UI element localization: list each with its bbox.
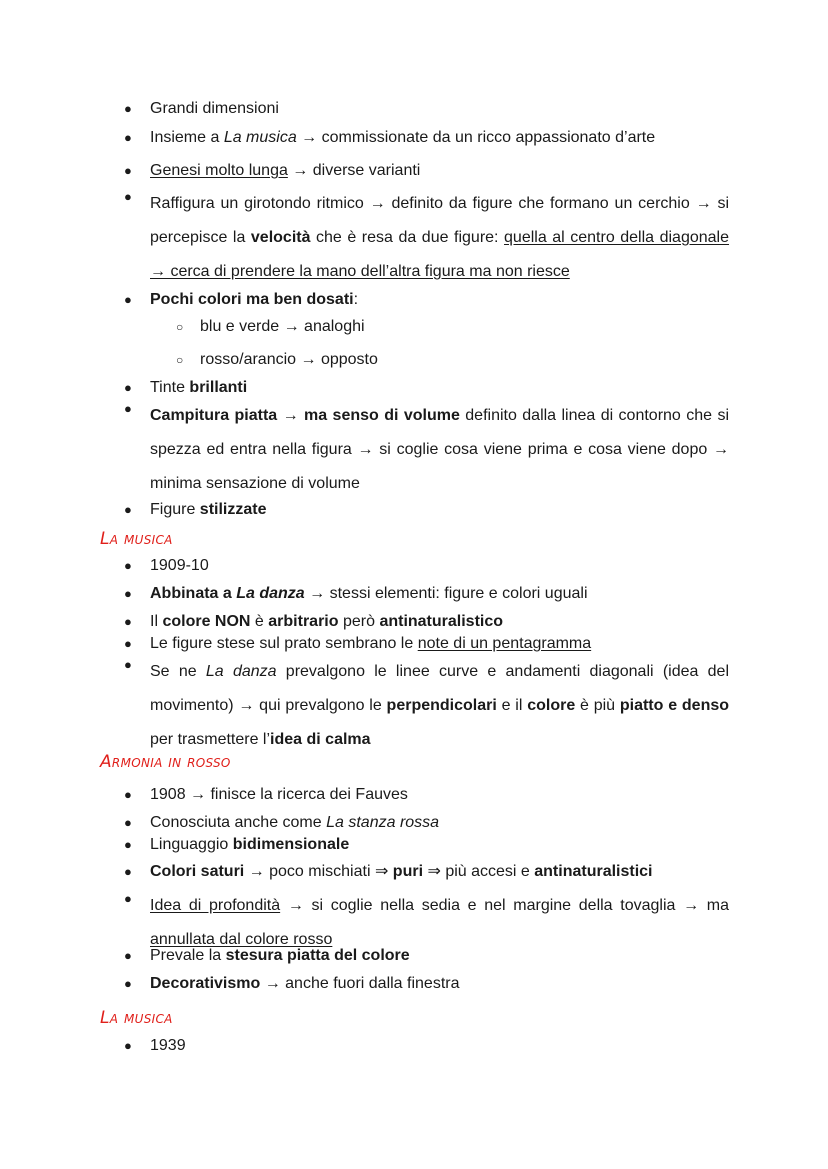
text-segment: definito dalla linea di contorno che si spezza ed entra nella figura → si coglie cosa viene prima e cosa viene dopo → minima sensazione di volume xyxy=(150,407,729,492)
text-segment: → stessi elementi: figure e colori uguali xyxy=(304,585,588,602)
text-segment: rosso/arancio → opposto xyxy=(200,351,378,368)
bullet-icon: ● xyxy=(124,558,132,573)
text-segment: La stanza rossa xyxy=(326,814,440,831)
text-segment: Genesi molto lunga xyxy=(150,162,288,179)
list-item xyxy=(124,785,729,805)
bullet-icon: ● xyxy=(124,976,132,991)
sub-list-item xyxy=(176,317,729,337)
bullet-icon: ● xyxy=(124,189,132,204)
list-item xyxy=(124,187,730,289)
bullet-icon: ○ xyxy=(176,320,184,334)
text-segment: → anche fuori dalla finestra xyxy=(260,975,460,992)
text-segment: perpendicolari xyxy=(386,697,497,714)
sub-list-item xyxy=(176,350,729,370)
list-item xyxy=(124,1036,729,1056)
list-item xyxy=(124,813,729,833)
bullet-icon: ● xyxy=(124,815,132,830)
text-segment: Figure xyxy=(150,501,200,518)
list-item xyxy=(124,612,729,632)
text-segment: però xyxy=(338,613,380,630)
bullet-icon: ● xyxy=(124,130,132,145)
text-segment: Idea di profondità xyxy=(150,897,281,914)
text-segment: colore xyxy=(527,697,576,714)
bullet-icon: ○ xyxy=(176,353,184,367)
bullet-icon: ● xyxy=(124,380,132,395)
bullet-icon: ● xyxy=(124,502,132,517)
bullet-icon: ● xyxy=(124,891,132,906)
text-segment: note di un pentagramma xyxy=(417,635,592,652)
text-segment: La danza xyxy=(236,585,305,602)
bullet-icon: ● xyxy=(124,292,132,307)
text-segment: → si coglie nella sedia e nel margine della tovaglia → ma xyxy=(280,897,729,914)
text-segment: puri xyxy=(392,863,424,880)
bullet-icon: ● xyxy=(124,163,132,178)
text-segment: Linguaggio xyxy=(150,836,233,853)
bullet-icon: ● xyxy=(124,948,132,963)
text-segment: Pochi colori ma ben dosati xyxy=(150,291,354,308)
list-item xyxy=(124,655,730,757)
list-item xyxy=(124,556,729,576)
text-segment: Grandi dimensioni xyxy=(150,100,279,117)
text-segment: idea di calma xyxy=(270,731,371,748)
text-segment: Tinte xyxy=(150,379,190,396)
text-segment: prevalgono le linee curve e andamenti diagonali (idea del movimento) → qui prevalgono le xyxy=(150,663,729,714)
text-segment: antinaturalistico xyxy=(379,613,504,630)
list-item xyxy=(124,862,729,882)
text-segment: Prevale la xyxy=(150,947,226,964)
bullet-icon: ● xyxy=(124,864,132,879)
text-segment: 1939 xyxy=(150,1037,186,1054)
text-segment: colore NON xyxy=(162,613,251,630)
text-segment: antinaturalistici xyxy=(534,863,653,880)
text-segment: Abbinata a xyxy=(150,585,237,602)
list-item xyxy=(124,128,729,148)
text-segment: blu e verde → analoghi xyxy=(200,318,365,335)
text-segment: 1908 → finisce la ricerca dei Fauves xyxy=(150,786,408,803)
list-item xyxy=(124,99,729,119)
list-item xyxy=(124,161,729,181)
bullet-icon: ● xyxy=(124,837,132,852)
text-segment: velocità xyxy=(250,229,311,246)
section-heading: La musica xyxy=(100,529,173,549)
text-segment: e il xyxy=(496,697,528,714)
bullet-icon: ● xyxy=(124,787,132,802)
text-segment: Se ne xyxy=(150,663,206,680)
text-segment: Conosciuta anche come xyxy=(150,814,327,831)
bullet-icon: ● xyxy=(124,614,132,629)
text-segment: è xyxy=(250,613,269,630)
list-item xyxy=(124,946,729,966)
text-segment: Decorativismo xyxy=(150,975,261,992)
text-segment: stilizzate xyxy=(199,501,267,518)
text-segment: che è resa da due figure: xyxy=(310,229,505,246)
text-segment: stesura piatta del colore xyxy=(225,947,410,964)
text-segment: è più xyxy=(575,697,620,714)
text-segment: Insieme a xyxy=(150,129,224,146)
list-item xyxy=(124,399,729,501)
section-heading: La musica xyxy=(100,1008,173,1028)
list-item xyxy=(124,584,729,604)
text-segment: Colori saturi xyxy=(150,863,245,880)
section-heading: Armonia in rosso xyxy=(100,752,231,772)
text-segment: Raffigura un girotondo ritmico → definito da figure che formano un cerchio → si percepisce la xyxy=(150,195,729,246)
bullet-icon: ● xyxy=(124,1038,132,1053)
text-segment: : xyxy=(353,291,359,308)
text-segment: quella al centro della diagonale → cerca di prendere la mano dell’altra figura ma non riesce xyxy=(150,229,730,280)
list-item xyxy=(124,290,729,310)
bullet-icon: ● xyxy=(124,657,132,672)
bullet-icon: ● xyxy=(124,401,132,416)
text-segment: Il xyxy=(150,613,163,630)
text-segment: piatto e denso xyxy=(619,697,730,714)
text-segment: → diverse varianti xyxy=(287,162,421,179)
text-segment: La musica xyxy=(223,129,297,146)
text-segment: bidimensionale xyxy=(232,836,350,853)
text-segment: brillanti xyxy=(189,379,248,396)
list-item xyxy=(124,835,729,855)
list-item xyxy=(124,634,729,654)
text-segment: 1909-10 xyxy=(150,557,209,574)
text-segment: per trasmettere l’ xyxy=(150,731,271,748)
text-segment: Campitura piatta → ma senso di volume xyxy=(150,407,460,424)
text-segment: annullata dal colore rosso xyxy=(150,931,333,948)
bullet-icon: ● xyxy=(124,586,132,601)
list-item xyxy=(124,974,729,994)
text-segment: → poco mischiati ⇒ xyxy=(244,863,393,880)
list-item xyxy=(124,500,729,520)
text-segment: → commissionate da un ricco appassionato d’arte xyxy=(296,129,656,146)
list-item xyxy=(124,378,729,398)
text-segment: La danza xyxy=(205,663,277,680)
bullet-icon: ● xyxy=(124,636,132,651)
text-segment: Le figure stese sul prato sembrano le xyxy=(150,635,418,652)
bullet-icon: ● xyxy=(124,101,132,116)
text-segment: ⇒ più accesi e xyxy=(423,863,535,880)
text-segment: arbitrario xyxy=(268,613,339,630)
